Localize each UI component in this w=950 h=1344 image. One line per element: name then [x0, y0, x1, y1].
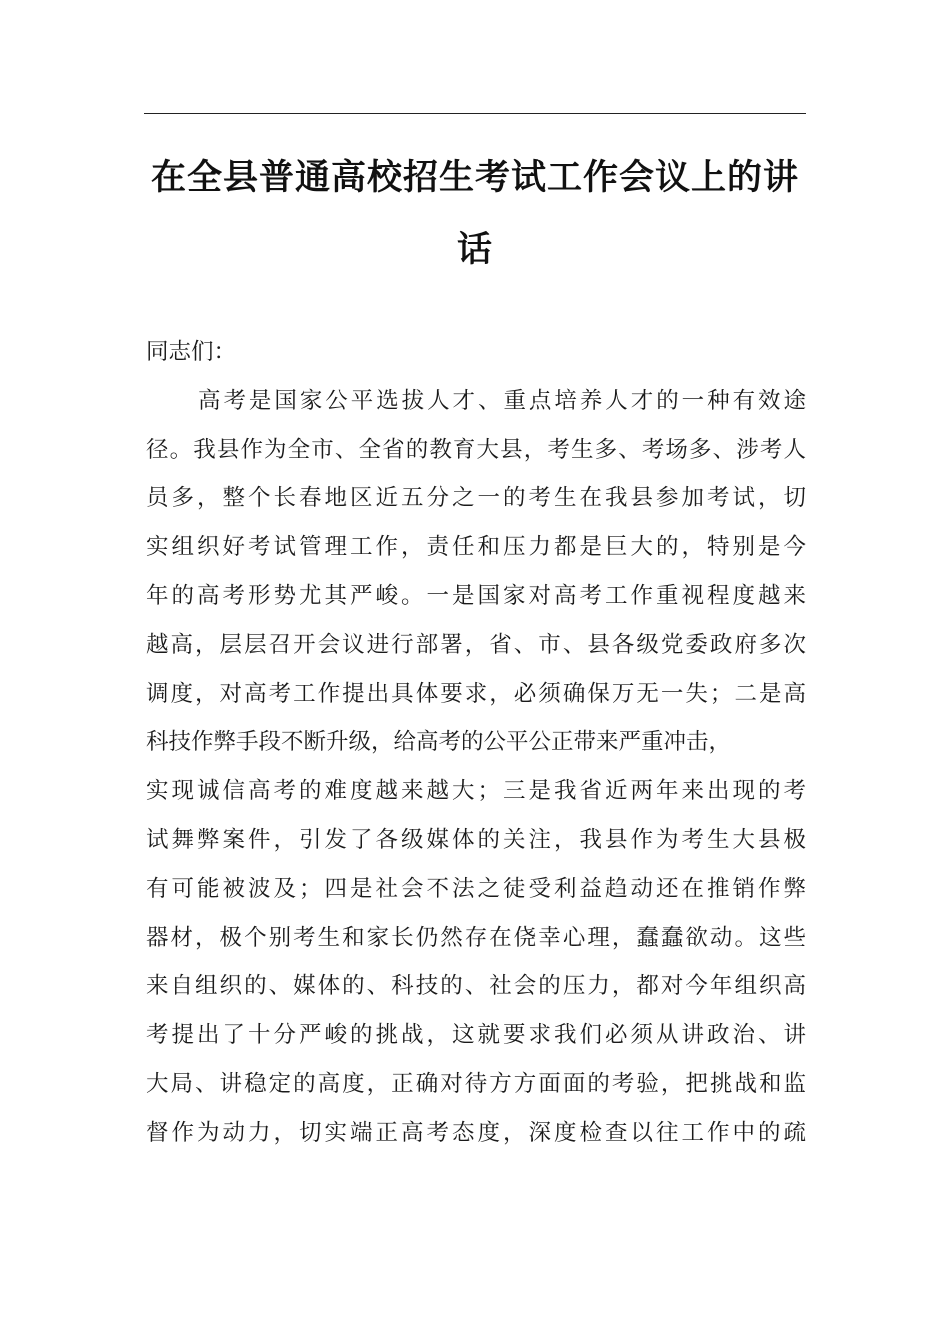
title-line: 在全县普通高校招生考试工作会议上的讲 — [150, 157, 799, 198]
paragraph-line: 实现诚信高考的难度越来越大；三是我省近两年来出现的考 — [146, 778, 806, 805]
document-body — [146, 328, 806, 1158]
document-title — [144, 142, 806, 286]
title-line: 话 — [456, 229, 493, 270]
paragraph-line: 实组织好考试管理工作，责任和压力都是巨大的，特别是今 — [146, 534, 806, 561]
paragraph-line: 越高，层层召开会议进行部署，省、市、县各级党委政府多次 — [146, 631, 806, 658]
paragraph-line: 来自组织的、媒体的、科技的、社会的压力，都对今年组织高 — [146, 973, 806, 1000]
paragraph-line: 高考是国家公平选拔人才、重点培养人才的一种有效途 — [198, 387, 806, 414]
paragraph-line: 有可能被波及；四是社会不法之徒受利益趋动还在推销作弊 — [146, 875, 806, 902]
paragraph-line: 考提出了十分严峻的挑战，这就要求我们必须从讲政治、讲 — [146, 1022, 806, 1049]
salutation: 同志们： — [146, 339, 237, 365]
paragraph-line: 径。我县作为全市、全省的教育大县，考生多、考场多、涉考人 — [146, 436, 806, 463]
paragraph-line: 科技作弊手段不断升级，给高考的公平公正带来严重冲击， — [146, 729, 732, 756]
paragraph-line: 年的高考形势尤其严峻。一是国家对高考工作重视程度越来 — [146, 582, 806, 609]
paragraph-line: 器材，极个别考生和家长仍然存在侥幸心理，蠢蠢欲动。这些 — [146, 924, 806, 951]
paragraph-line: 试舞弊案件，引发了各级媒体的关注，我县作为考生大县极 — [146, 826, 806, 853]
paragraph-line: 员多，整个长春地区近五分之一的考生在我县参加考试，切 — [146, 485, 806, 512]
paragraph-line: 大局、讲稳定的高度，正确对待方方面面的考验，把挑战和监 — [146, 1070, 806, 1097]
paragraph-line: 督作为动力，切实端正高考态度，深度检查以往工作中的疏 — [146, 1119, 806, 1146]
header-rule — [144, 113, 806, 114]
paragraph-line: 调度，对高考工作提出具体要求，必须确保万无一失；二是高 — [146, 680, 806, 707]
